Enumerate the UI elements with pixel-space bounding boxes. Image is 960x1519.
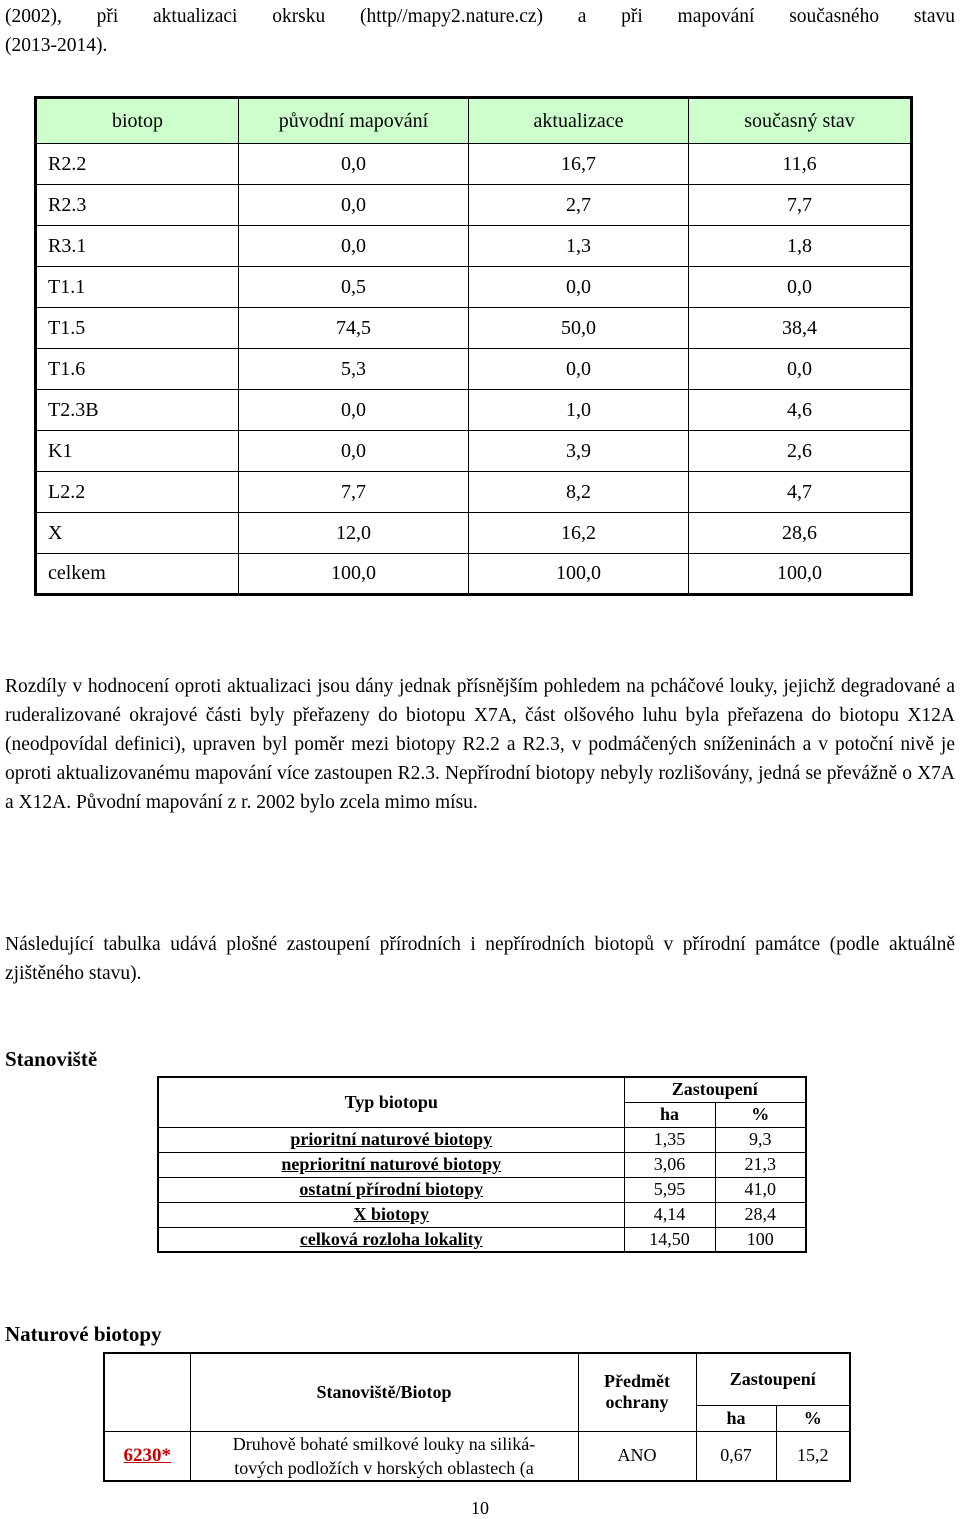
comparison-table bbox=[34, 96, 913, 596]
table-row bbox=[36, 554, 912, 595]
col-pct: % bbox=[776, 1405, 850, 1431]
ha-cell: 1,35 bbox=[624, 1127, 715, 1152]
value-cell: 16,2 bbox=[469, 513, 689, 554]
value-cell: 38,4 bbox=[689, 308, 912, 349]
table-row bbox=[36, 267, 912, 308]
biotop-type-label: celková rozloha lokality bbox=[299, 1228, 483, 1249]
biotop-cell: R3.1 bbox=[36, 226, 239, 267]
col-typ-biotopu: Typ biotopu bbox=[158, 1077, 624, 1127]
paragraph-following-table: Následující tabulka udává plošné zastoupení přírodních i nepřírodních biotopů v přírodní památce (podle aktuálně zjištěného stavu). bbox=[5, 934, 955, 984]
value-cell: 0,0 bbox=[689, 267, 912, 308]
header-puvodni: původní mapování bbox=[239, 98, 469, 144]
pct-cell: 28,4 bbox=[715, 1202, 806, 1227]
comparison-table-header bbox=[36, 98, 912, 144]
pct-cell: 9,3 bbox=[715, 1127, 806, 1152]
value-cell: 5,3 bbox=[239, 349, 469, 390]
biotop-type-cell bbox=[158, 1202, 624, 1227]
table-row bbox=[36, 431, 912, 472]
naturove-row bbox=[104, 1431, 850, 1481]
page-number: 10 bbox=[471, 1498, 489, 1518]
ha-cell: 14,50 bbox=[624, 1227, 715, 1252]
value-cell: 0,0 bbox=[239, 185, 469, 226]
value-cell: 1,3 bbox=[469, 226, 689, 267]
biotop-cell: X bbox=[36, 513, 239, 554]
value-cell: 28,6 bbox=[689, 513, 912, 554]
header-aktualizace: aktualizace bbox=[469, 98, 689, 144]
biotop-type-cell bbox=[158, 1177, 624, 1202]
value-cell: 11,6 bbox=[689, 144, 912, 185]
biotop-type-label: ostatní přírodní biotopy bbox=[299, 1179, 484, 1199]
value-cell: 0,0 bbox=[469, 267, 689, 308]
ha-cell: 5,95 bbox=[624, 1177, 715, 1202]
value-cell: 2,6 bbox=[689, 431, 912, 472]
ha-cell: 3,06 bbox=[624, 1152, 715, 1177]
value-cell: 0,5 bbox=[239, 267, 469, 308]
table-row bbox=[36, 390, 912, 431]
pct-cell: 41,0 bbox=[715, 1177, 806, 1202]
value-cell: 1,0 bbox=[469, 390, 689, 431]
intro-line-1: (2002), při aktualizaci okrsku (http//mapy2.nature.cz) a při mapování současného stavu bbox=[5, 6, 955, 27]
biotop-type-label: X biotopy bbox=[353, 1204, 429, 1224]
table-row bbox=[158, 1227, 806, 1252]
value-cell: 7,7 bbox=[239, 472, 469, 513]
stanoviste-heading: Stanoviště bbox=[5, 1047, 98, 1071]
biotope-name: Druhově bohaté smilkové louky na siliká- tových podložích v horských oblastech (a bbox=[190, 1431, 578, 1481]
pct-cell: 100 bbox=[715, 1227, 806, 1252]
header-biotop: biotop bbox=[36, 98, 239, 144]
ha-cell: 4,14 bbox=[624, 1202, 715, 1227]
value-cell: 7,7 bbox=[689, 185, 912, 226]
col-predmet-ochrany: Předmět ochrany bbox=[578, 1353, 696, 1431]
value-cell: 0,0 bbox=[239, 390, 469, 431]
pct-value: 15,2 bbox=[776, 1431, 850, 1481]
biotop-cell: K1 bbox=[36, 431, 239, 472]
intro-text bbox=[5, 2, 955, 60]
value-cell: 0,0 bbox=[469, 349, 689, 390]
predmet-ochrany-value: ANO bbox=[578, 1431, 696, 1481]
value-cell: 4,6 bbox=[689, 390, 912, 431]
naturove-code-header bbox=[104, 1353, 190, 1431]
naturove-heading: Naturové biotopy bbox=[5, 1322, 162, 1346]
table-row bbox=[158, 1202, 806, 1227]
header-soucasny: současný stav bbox=[689, 98, 912, 144]
col-ha: ha bbox=[624, 1102, 715, 1127]
col-zastoupeni: Zastoupení bbox=[624, 1077, 806, 1102]
col-ha: ha bbox=[696, 1405, 776, 1431]
biotope-code: 6230* bbox=[104, 1431, 190, 1481]
biotop-cell: R2.3 bbox=[36, 185, 239, 226]
value-cell: 3,9 bbox=[469, 431, 689, 472]
biotop-cell: T1.5 bbox=[36, 308, 239, 349]
value-cell: 8,2 bbox=[469, 472, 689, 513]
table-row bbox=[36, 144, 912, 185]
table-row bbox=[158, 1177, 806, 1202]
biotop-cell: T2.3B bbox=[36, 390, 239, 431]
col-zastoupeni: Zastoupení bbox=[696, 1353, 850, 1405]
intro-line-2: (2013-2014). bbox=[5, 35, 108, 56]
table-row bbox=[158, 1127, 806, 1152]
naturove-table bbox=[103, 1352, 851, 1482]
table-row bbox=[36, 308, 912, 349]
biotop-type-cell bbox=[158, 1227, 624, 1252]
biotop-cell: T1.6 bbox=[36, 349, 239, 390]
value-cell: 100,0 bbox=[469, 554, 689, 595]
value-cell: 2,7 bbox=[469, 185, 689, 226]
col-stanoviste-biotop: Stanoviště/Biotop bbox=[190, 1353, 578, 1431]
value-cell: 0,0 bbox=[239, 226, 469, 267]
biotop-cell: R2.2 bbox=[36, 144, 239, 185]
biotop-cell: L2.2 bbox=[36, 472, 239, 513]
value-cell: 0,0 bbox=[239, 431, 469, 472]
biotop-type-label: neprioritní naturové biotopy bbox=[281, 1154, 502, 1174]
table-row bbox=[36, 185, 912, 226]
value-cell: 50,0 bbox=[469, 308, 689, 349]
value-cell: 100,0 bbox=[239, 554, 469, 595]
table-row bbox=[158, 1152, 806, 1177]
biotop-cell: celkem bbox=[36, 554, 239, 595]
value-cell: 16,7 bbox=[469, 144, 689, 185]
value-cell: 12,0 bbox=[239, 513, 469, 554]
value-cell: 100,0 bbox=[689, 554, 912, 595]
value-cell: 74,5 bbox=[239, 308, 469, 349]
value-cell: 0,0 bbox=[239, 144, 469, 185]
table-row bbox=[36, 513, 912, 554]
paragraph-differences: Rozdíly v hodnocení oproti aktualizaci jsou dány jednak přísnějším pohledem na pcháčové louky, jejichž degradované a ruderalizované okrajové části byly přeřazeny do biotopu X7A, část olšového luhu byla přeřazena do biotopu X12A (neodpovídal definici), upraven byl poměr mezi biotopy R2.2 a R2.3, v podmáčených sníženinách a v potoční nivě je oproti aktualizovanému mapování více zastoupen R2.3. Nepřírodní biotopy nebyly rozlišovány, jedná se převážně o X7A a X12A. Původní mapování z r. 2002 bylo zcela mimo mísu. bbox=[5, 676, 955, 813]
value-cell: 4,7 bbox=[689, 472, 912, 513]
value-cell: 0,0 bbox=[689, 349, 912, 390]
value-cell: 1,8 bbox=[689, 226, 912, 267]
stanoviste-table bbox=[157, 1076, 807, 1253]
ha-value: 0,67 bbox=[696, 1431, 776, 1481]
table-row bbox=[36, 349, 912, 390]
pct-cell: 21,3 bbox=[715, 1152, 806, 1177]
table-row bbox=[36, 472, 912, 513]
col-pct: % bbox=[715, 1102, 806, 1127]
biotop-type-cell bbox=[158, 1127, 624, 1152]
biotop-type-cell bbox=[158, 1152, 624, 1177]
table-row bbox=[36, 226, 912, 267]
biotop-type-label: prioritní naturové biotopy bbox=[290, 1129, 493, 1149]
biotop-cell: T1.1 bbox=[36, 267, 239, 308]
